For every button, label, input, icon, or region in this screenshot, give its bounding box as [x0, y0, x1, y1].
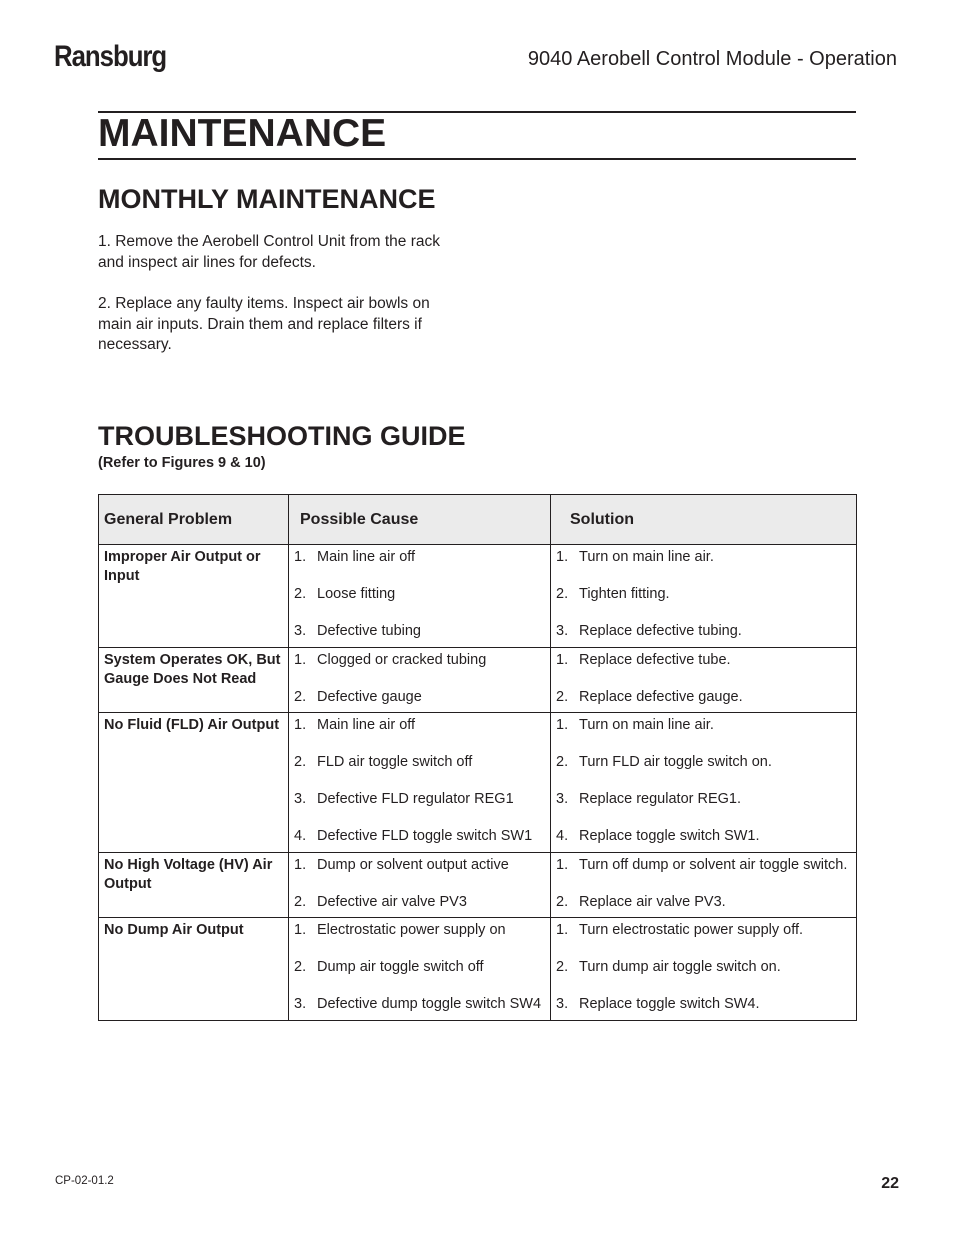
- item-number: 3.: [556, 623, 569, 639]
- figure-reference-note: (Refer to Figures 9 & 10): [98, 455, 266, 471]
- item-text: Turn on main line air.: [579, 717, 714, 733]
- item-number: 2.: [294, 754, 307, 770]
- solution-cell: [551, 647, 857, 713]
- cause-item: [294, 622, 550, 641]
- troubleshooting-table: [98, 494, 857, 1021]
- item-text: Replace regulator REG1.: [579, 791, 741, 807]
- item-text: Clogged or cracked tubing: [317, 651, 487, 668]
- item-text: Turn on main line air.: [579, 549, 714, 565]
- solution-item: [556, 827, 856, 846]
- monthly-step-2: 2. Replace any faulty items. Inspect air bowls on main air inputs. Drain them and replace filters if necessary.: [98, 295, 430, 353]
- solution-item: [556, 688, 856, 707]
- table-row: [99, 713, 857, 853]
- column-header-possible-cause: Possible Cause: [289, 495, 551, 545]
- item-number: 2.: [294, 893, 307, 910]
- item-number: 1.: [556, 922, 569, 938]
- solution-cell: [551, 545, 857, 648]
- item-number: 2.: [294, 959, 307, 975]
- general-problem-cell: System Operates OK, But Gauge Does Not Read: [99, 647, 289, 713]
- item-number: 1.: [556, 856, 569, 873]
- table-row: [99, 545, 857, 648]
- document-code: CP-02-01.2: [55, 1175, 114, 1187]
- monthly-maintenance-heading: MONTHLY MAINTENANCE: [98, 184, 436, 214]
- item-text: Main line air off: [317, 717, 416, 733]
- item-text: Defective tubing: [317, 623, 421, 639]
- item-text: Turn electrostatic power supply off.: [579, 922, 804, 938]
- item-text: Defective dump toggle switch SW4: [317, 996, 542, 1012]
- page-number: 22: [881, 1175, 899, 1192]
- solution-item: [556, 651, 856, 670]
- item-number: 2.: [556, 754, 569, 770]
- item-number: 1.: [294, 549, 307, 565]
- item-number: 2.: [556, 688, 569, 705]
- cause-item: [294, 753, 550, 772]
- item-number: 2.: [556, 586, 569, 602]
- cause-item: [294, 856, 550, 875]
- item-number: 1.: [294, 922, 307, 938]
- solution-item: [556, 958, 856, 977]
- item-number: 2.: [556, 959, 569, 975]
- item-number: 4.: [294, 828, 307, 844]
- item-number: 3.: [294, 623, 307, 639]
- item-text: Turn off dump or solvent air toggle switch.: [579, 856, 848, 873]
- item-text: Defective FLD regulator REG1: [317, 791, 514, 807]
- column-header-solution: Solution: [551, 495, 857, 545]
- cause-item: [294, 995, 550, 1014]
- solution-item: [556, 716, 856, 735]
- general-problem-cell: No Fluid (FLD) Air Output: [99, 713, 289, 853]
- solution-item: [556, 856, 856, 875]
- solution-item: [556, 790, 856, 809]
- item-number: 2.: [294, 586, 307, 602]
- solution-cell: [551, 713, 857, 853]
- monthly-step-1: 1. Remove the Aerobell Control Unit from the rack and inspect air lines for defects.: [98, 233, 441, 271]
- cause-item: [294, 958, 550, 977]
- item-text: Replace defective gauge.: [579, 688, 743, 705]
- table-row: [99, 918, 857, 1021]
- column-header-general-problem: General Problem: [99, 495, 289, 545]
- general-problem-cell: No Dump Air Output: [99, 918, 289, 1021]
- item-text: Defective air valve PV3: [317, 893, 467, 910]
- item-text: Turn FLD air toggle switch on.: [579, 754, 772, 770]
- cause-item: [294, 716, 550, 735]
- solution-cell: [551, 852, 857, 918]
- item-number: 1.: [556, 549, 569, 565]
- item-text: Main line air off: [317, 549, 416, 565]
- item-text: Defective gauge: [317, 688, 422, 705]
- solution-item: [556, 995, 856, 1014]
- possible-cause-cell: [289, 852, 551, 918]
- document-title: 9040 Aerobell Control Module - Operation: [527, 48, 897, 70]
- item-text: Defective FLD toggle switch SW1: [317, 828, 533, 844]
- table-header-row: [99, 495, 857, 545]
- possible-cause-cell: [289, 713, 551, 853]
- item-text: Turn dump air toggle switch on.: [579, 959, 781, 975]
- heading-rule-bottom: [98, 158, 856, 160]
- item-text: Replace toggle switch SW1.: [579, 828, 760, 844]
- cause-item: [294, 548, 550, 567]
- page-title: MAINTENANCE: [98, 112, 387, 155]
- item-text: Tighten fitting.: [579, 586, 670, 602]
- solution-item: [556, 548, 856, 567]
- table-row: [99, 852, 857, 918]
- item-number: 2.: [556, 893, 569, 910]
- possible-cause-cell: [289, 647, 551, 713]
- cause-item: [294, 893, 550, 912]
- solution-cell: [551, 918, 857, 1021]
- cause-item: [294, 921, 550, 940]
- troubleshooting-heading: TROUBLESHOOTING GUIDE: [98, 421, 466, 451]
- item-number: 3.: [556, 996, 569, 1012]
- solution-item: [556, 893, 856, 912]
- cause-item: [294, 651, 550, 670]
- cause-item: [294, 585, 550, 604]
- item-text: Dump air toggle switch off: [317, 959, 484, 975]
- item-number: 1.: [294, 856, 307, 873]
- cause-item: [294, 688, 550, 707]
- item-number: 1.: [556, 717, 569, 733]
- troubleshooting-table-body: [99, 545, 857, 1021]
- item-number: 3.: [294, 791, 307, 807]
- item-text: Replace air valve PV3.: [579, 893, 726, 910]
- item-number: 1.: [294, 717, 307, 733]
- item-number: 3.: [294, 996, 307, 1012]
- item-text: Replace defective tube.: [579, 651, 731, 668]
- brand-logo: Ransburg: [54, 40, 167, 73]
- item-number: 2.: [294, 688, 307, 705]
- possible-cause-cell: [289, 918, 551, 1021]
- solution-item: [556, 585, 856, 604]
- item-text: Electrostatic power supply on: [317, 922, 506, 938]
- item-text: Dump or solvent output active: [317, 856, 509, 873]
- item-text: Replace toggle switch SW4.: [579, 996, 760, 1012]
- item-text: Loose fitting: [317, 586, 396, 602]
- solution-item: [556, 622, 856, 641]
- solution-item: [556, 921, 856, 940]
- item-number: 3.: [556, 791, 569, 807]
- item-number: 1.: [294, 651, 307, 668]
- item-text: Replace defective tubing.: [579, 623, 742, 639]
- general-problem-cell: Improper Air Output or Input: [99, 545, 289, 648]
- cause-item: [294, 790, 550, 809]
- general-problem-cell: No High Voltage (HV) Air Output: [99, 852, 289, 918]
- item-number: 1.: [556, 651, 569, 668]
- table-row: [99, 647, 857, 713]
- solution-item: [556, 753, 856, 772]
- item-number: 4.: [556, 828, 569, 844]
- item-text: FLD air toggle switch off: [317, 754, 473, 770]
- cause-item: [294, 827, 550, 846]
- possible-cause-cell: [289, 545, 551, 648]
